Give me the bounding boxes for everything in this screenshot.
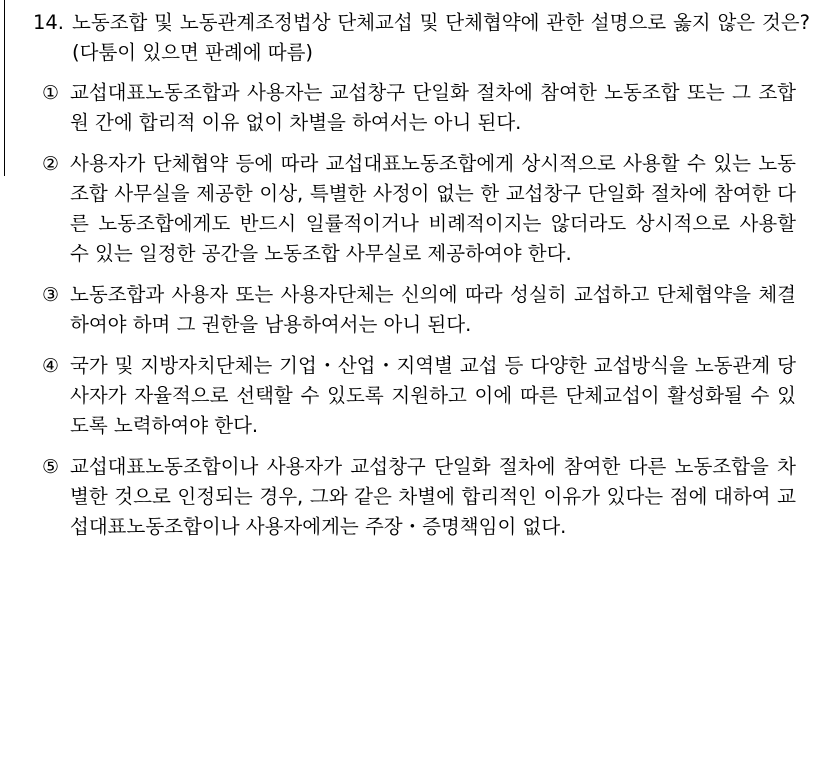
choice-item-2[interactable] xyxy=(18,149,810,269)
choice-text-4: 국가 및 지방자치단체는 기업・산업・지역별 교섭 등 다양한 교섭방식을 노동관계 당사자가 자율적으로 선택할 수 있도록 지원하고 이에 따른 단체교섭이 활성화될 수 있도록 노력하여야 한다. xyxy=(70,354,796,437)
choice-text-3: 노동조합과 사용자 또는 사용자단체는 신의에 따라 성실히 교섭하고 단체협약을 체결하여야 하며 그 권한을 남용하여서는 아니 된다. xyxy=(70,283,796,336)
choice-item-5[interactable] xyxy=(18,452,810,542)
choice-text-1: 교섭대표노동조합과 사용자는 교섭창구 단일화 절차에 참여한 노동조합 또는 그 조합원 간에 합리적 이유 없이 차별을 하여서는 아니 된다. xyxy=(70,81,796,134)
choice-marker-4: ④ xyxy=(42,355,60,377)
choice-marker-5: ⑤ xyxy=(42,456,60,478)
question-number: 14. xyxy=(32,11,64,34)
choice-list xyxy=(18,78,810,542)
choice-item-1[interactable] xyxy=(18,78,810,138)
choice-item-4[interactable] xyxy=(18,351,810,441)
question-block xyxy=(18,8,810,68)
choice-marker-3: ③ xyxy=(42,284,60,306)
choice-marker-2: ② xyxy=(42,153,60,175)
question-text: 노동조합 및 노동관계조정법상 단체교섭 및 단체협약에 관한 설명으로 옳지 않은 것은? (다툼이 있으면 판례에 따름) xyxy=(72,11,810,64)
choice-marker-1: ① xyxy=(42,82,60,104)
choice-item-3[interactable] xyxy=(18,280,810,340)
choice-text-5: 교섭대표노동조합이나 사용자가 교섭창구 단일화 절차에 참여한 다른 노동조합을 차별한 것으로 인정되는 경우, 그와 같은 차별에 합리적인 이유가 있다는 점에 대하여 교섭대표노동조합이나 사용자에게는 주장・증명책임이 없다. xyxy=(70,455,796,538)
choice-text-2: 사용자가 단체협약 등에 따라 교섭대표노동조합에게 상시적으로 사용할 수 있는 노동조합 사무실을 제공한 이상, 특별한 사정이 없는 한 교섭창구 단일화 절차에 참여한 다른 노동조합에게도 반드시 일률적이거나 비례적이지는 않더라도 상시적으로 사용할 수 있는 일정한 공간을 노동조합 사무실로 제공하여야 한다. xyxy=(70,152,796,265)
